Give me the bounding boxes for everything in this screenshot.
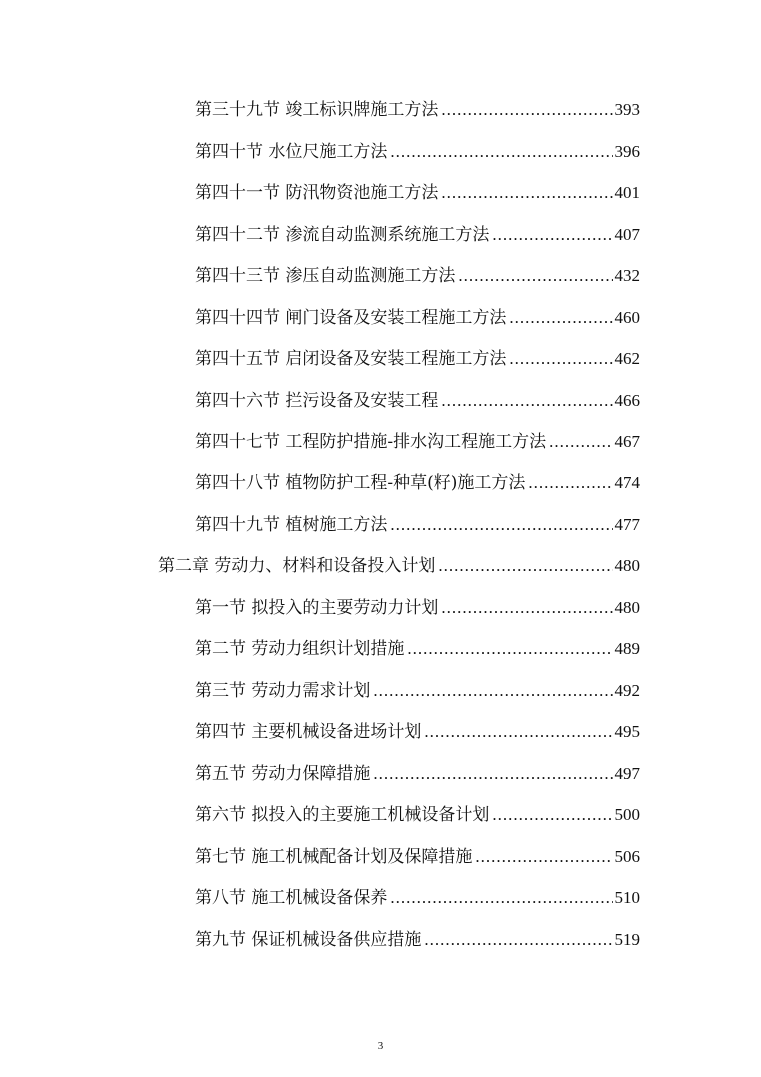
toc-entry-title: 第四十六节 拦污设备及安装工程 [195, 391, 439, 411]
toc-entry[interactable] [195, 638, 640, 660]
toc-entry-page: 466 [614, 391, 640, 410]
toc-entry[interactable] [195, 887, 640, 909]
toc-entry-title: 第四十三节 渗压自动监测施工方法 [195, 266, 456, 286]
toc-entry-page: 460 [614, 308, 640, 327]
toc-entry[interactable] [195, 265, 640, 287]
toc-leader-dots [441, 597, 612, 619]
toc-leader-dots [373, 680, 612, 702]
toc-leader-dots [492, 804, 612, 826]
toc-entry-page: 401 [614, 183, 640, 202]
toc-leader-dots [407, 638, 612, 660]
toc-entry[interactable] [195, 597, 640, 619]
toc-entry-title: 第四十九节 植树施工方法 [195, 515, 388, 535]
toc-entry-page: 477 [614, 515, 640, 534]
toc-entry-title: 第一节 拟投入的主要劳动力计划 [195, 598, 439, 618]
toc-entry[interactable] [195, 929, 640, 951]
toc-entry-page: 393 [614, 100, 640, 119]
toc-entry-page: 474 [614, 473, 640, 492]
toc-entry-page: 492 [614, 681, 640, 700]
toc-entry-page: 519 [614, 930, 640, 949]
toc-entry-page: 510 [614, 888, 640, 907]
toc-entry[interactable] [195, 514, 640, 536]
toc-leader-dots [549, 431, 612, 453]
toc-entry[interactable] [195, 431, 640, 453]
toc-entry-title: 第四节 主要机械设备进场计划 [195, 722, 422, 742]
toc-entry[interactable] [195, 182, 640, 204]
toc-leader-dots [458, 265, 612, 287]
toc-entry[interactable] [195, 141, 640, 163]
toc-entry[interactable] [195, 99, 640, 121]
toc-entry-page: 407 [614, 225, 640, 244]
page-number: 3 [377, 1040, 384, 1052]
toc-entry-title: 第二节 劳动力组织计划措施 [195, 639, 405, 659]
toc-entry-title: 第四十八节 植物防护工程-种草(籽)施工方法 [195, 473, 526, 493]
toc-entry-title: 第四十节 水位尺施工方法 [195, 142, 388, 162]
toc-entry[interactable] [195, 224, 640, 246]
toc-entry-title: 第六节 拟投入的主要施工机械设备计划 [195, 805, 490, 825]
toc-entry-page: 432 [614, 266, 640, 285]
toc-leader-dots [492, 224, 612, 246]
toc-leader-dots [475, 846, 612, 868]
toc-leader-dots [390, 141, 612, 163]
toc-entry-title: 第三十九节 竣工标识牌施工方法 [195, 100, 439, 120]
toc-entry[interactable] [195, 846, 640, 868]
toc-leader-dots [441, 390, 612, 412]
toc-entry[interactable] [195, 721, 640, 743]
toc-entry-page: 462 [614, 349, 640, 368]
toc-entry[interactable] [195, 307, 640, 329]
toc-leader-dots [509, 307, 612, 329]
toc-entry[interactable] [195, 763, 640, 785]
toc-entry-title: 第七节 施工机械配备计划及保障措施 [195, 847, 473, 867]
toc-entry[interactable] [195, 348, 640, 370]
toc-leader-dots [390, 887, 612, 909]
toc-entry-title: 第四十二节 渗流自动监测系统施工方法 [195, 225, 490, 245]
toc-entry-title: 第四十一节 防汛物资池施工方法 [195, 183, 439, 203]
toc-entry-page: 489 [614, 639, 640, 658]
toc-entry-title: 第九节 保证机械设备供应措施 [195, 930, 422, 950]
toc-entry-page: 497 [614, 764, 640, 783]
toc-entry-title: 第五节 劳动力保障措施 [195, 764, 371, 784]
toc-entry-page: 467 [614, 432, 640, 451]
toc-entry-page: 480 [614, 556, 640, 575]
toc-leader-dots [424, 929, 612, 951]
toc-leader-dots [509, 348, 612, 370]
toc-entry-title: 第八节 施工机械设备保养 [195, 888, 388, 908]
toc-entry-title: 第三节 劳动力需求计划 [195, 681, 371, 701]
toc-leader-dots [441, 182, 612, 204]
toc-entry-page: 500 [614, 805, 640, 824]
toc-entry-page: 495 [614, 722, 640, 741]
toc-entry[interactable] [195, 472, 640, 494]
toc-entry-page: 506 [614, 847, 640, 866]
toc-entry[interactable] [195, 804, 640, 826]
toc-entry-title: 第四十五节 启闭设备及安装工程施工方法 [195, 349, 507, 369]
toc-entry-title: 第二章 劳动力、材料和设备投入计划 [158, 556, 436, 576]
toc-entry[interactable] [195, 390, 640, 412]
toc-entry-title: 第四十七节 工程防护措施-排水沟工程施工方法 [195, 432, 547, 452]
toc-leader-dots [438, 555, 612, 577]
toc-leader-dots [373, 763, 612, 785]
toc-leader-dots [528, 472, 612, 494]
toc-entry-page: 480 [614, 598, 640, 617]
toc-leader-dots [441, 99, 612, 121]
toc-entry[interactable] [195, 680, 640, 702]
toc-entry-page: 396 [614, 142, 640, 161]
toc-chapter-entry[interactable] [158, 555, 640, 577]
toc-leader-dots [390, 514, 612, 536]
toc-leader-dots [424, 721, 612, 743]
toc-entry-title: 第四十四节 闸门设备及安装工程施工方法 [195, 308, 507, 328]
